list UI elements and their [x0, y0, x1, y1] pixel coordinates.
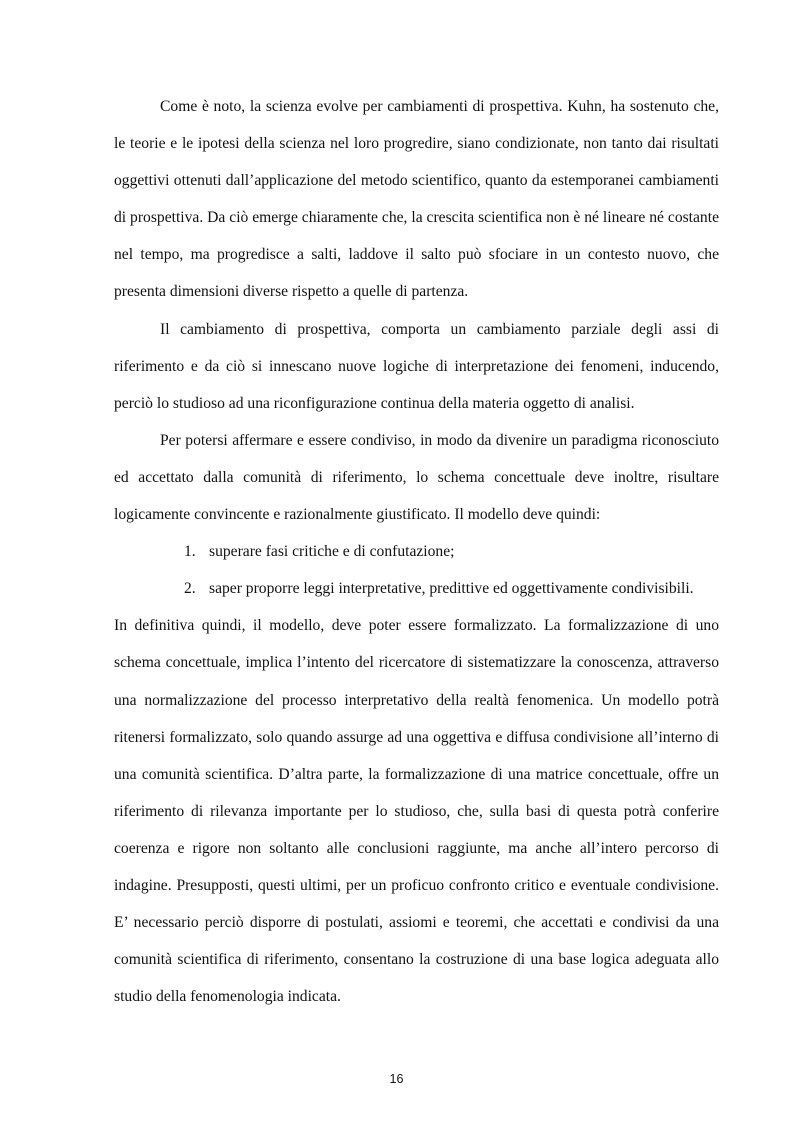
list-item-text: superare fasi critiche e di confutazione; [209, 543, 455, 561]
paragraph-1: Come è noto, la scienza evolve per cambiamenti di prospettiva. Kuhn, ha sostenuto che, le teorie e le ipotesi della scienza nel loro progredire, siano condizionate, non tanto dai risultati oggettivi ottenuti dall’applicazione del metodo scientifico, quanto da estemporanei cambiamenti di prospettiva. Da ciò emerge chiaramente che, la crescita scientifica non è né lineare né costante nel tempo, ma progredisce a salti, laddove il salto può sfociare in un contesto nuovo, che presenta dimensioni diverse rispetto a quelle di partenza. [114, 98, 719, 301]
list-item [114, 533, 719, 570]
paragraph-2: Il cambiamento di prospettiva, comporta un cambiamento parziale degli assi di riferimento e da ciò si innescano nuove logiche di interpretazione dei fenomeni, inducendo, perciò lo studioso ad una riconfigurazione continua della materia oggetto di analisi. [114, 320, 719, 412]
closing-paragraph: In definitiva quindi, il modello, deve poter essere formalizzato. La formalizzazione di uno schema concettuale, implica l’intento del ricercatore di sistematizzare la conoscenza, attraverso una normalizzazione del processo interpretativo della realtà fenomenica. Un modello potrà ritenersi formalizzato, solo quando assurge ad una oggettiva e diffusa condivisione all’interno di una comunità scientifica. D’altra parte, la formalizzazione di una matrice concettuale, offre un riferimento di rilevanza importante per lo studioso, che, sulla basi di questa potrà conferire coerenza e rigore non soltanto alle conclusioni raggiunte, ma anche all’intero percorso di indagine. Presupposti, questi ultimi, per un proficuo confronto critico e eventuale condivisione. E’ necessario perciò disporre di postulati, assiomi e teoremi, che accettati e condivisi da una comunità scientifica di riferimento, consentano la costruzione di una base logica adeguata allo studio della fenomenologia indicata. [114, 617, 719, 1006]
list-item-number: 2. [184, 580, 196, 598]
list-item-text: saper proporre leggi interpretative, predittive ed oggettivamente condivisibili. [209, 580, 694, 598]
requirements-list [114, 533, 719, 607]
list-item-number: 1. [184, 543, 196, 561]
paragraph-3: Per potersi affermare e essere condiviso, in modo da divenire un paradigma riconosciuto ed accettato dalla comunità di riferimento, lo schema concettuale deve inoltre, risultare logicamente convincente e razionalmente giustificato. Il modello deve quindi: [114, 431, 719, 524]
page-number: 16 [389, 1072, 404, 1086]
list-item [114, 570, 719, 607]
body-text [114, 88, 719, 1015]
